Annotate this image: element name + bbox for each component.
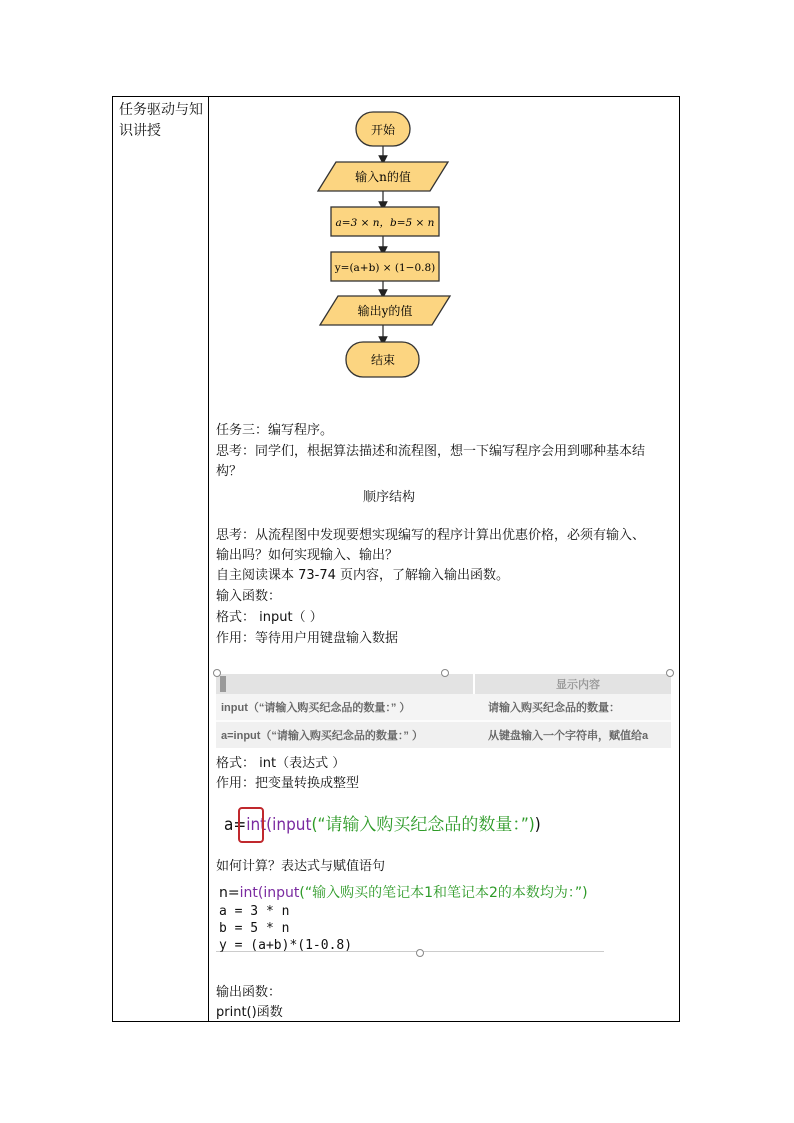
code-snippet-compute — [216, 880, 604, 952]
input-func-heading: 输入函数： — [216, 589, 282, 604]
end-label: 结束 — [370, 353, 396, 367]
compute-label: y=(a+b) × (1−0.8) — [334, 262, 436, 274]
example-table — [216, 672, 671, 748]
code-input: (input — [266, 815, 312, 835]
code-suffix: ) — [534, 815, 541, 835]
start-label: 开始 — [370, 123, 396, 137]
task3-heading: 任务三：编写程序。 — [216, 423, 334, 438]
print-func: print()函数 — [216, 1005, 283, 1020]
resize-handle — [441, 669, 449, 677]
header-display: 显示内容 — [556, 679, 600, 691]
resize-handle — [416, 949, 424, 957]
flowchart — [205, 108, 465, 383]
code2-line4: y = (a+b)*(1-0.8) — [219, 938, 353, 952]
int-format: 格式： int（表达式 ） — [216, 756, 346, 771]
code2-int: int — [239, 885, 258, 901]
int-use: 作用：把变量转换成整型 — [216, 776, 360, 791]
row2-code: a=input（“请输入购买纪念品的数量：” ） — [221, 730, 423, 742]
assign-label: a=3 × n，b=5 × n — [335, 217, 435, 229]
output-func-heading: 输出函数： — [216, 985, 282, 1000]
think2-line2: 输出吗？如何实现输入、输出？ — [216, 548, 399, 563]
code2-string: (“输入购买的笔记本1和笔记本2的本数均为：”) — [299, 885, 588, 901]
think1-line2: 构？ — [216, 464, 243, 479]
how-compute: 如何计算？表达式与赋值语句 — [216, 859, 386, 874]
code-int: int — [246, 815, 267, 835]
resize-handle — [666, 669, 674, 677]
row2-result: 从键盘输入一个字符串，赋值给a — [488, 730, 649, 742]
input-use: 作用：等待用户用键盘输入数据 — [216, 631, 399, 646]
output-label: 输出y的值 — [357, 304, 413, 318]
svg-text:a=int(input(“请输入购买纪念品的数量：”)) — [224, 815, 541, 835]
think1-line1: 思考：同学们，根据算法描述和流程图，想一下编写程序会用到哪种基本结 — [216, 444, 646, 459]
row1-code: input（“请输入购买纪念品的数量：” ） — [221, 702, 411, 714]
code2-line2: a = 3 * n — [219, 904, 290, 919]
think2-line1: 思考：从流程图中发现要想实现编写的程序计算出优惠价格，必须有输入、 — [216, 528, 646, 543]
code2-input: (input — [257, 885, 300, 901]
table-header-row — [216, 674, 671, 694]
answer-sequential: 顺序结构 — [363, 490, 416, 505]
resize-handle — [213, 669, 221, 677]
code-string: (“请输入购买纪念品的数量：”) — [311, 815, 535, 835]
input-format: 格式： input（ ） — [216, 610, 323, 625]
code-snippet-int — [216, 800, 542, 850]
code2-line3: b = 5 * n — [219, 921, 290, 936]
section-label: 任务驱动与知识讲授 — [119, 102, 203, 139]
reading-note: 自主阅读课本 73-74 页内容，了解输入输出函数。 — [216, 568, 510, 583]
row1-result: 请输入购买纪念品的数量： — [488, 702, 620, 714]
header-marker — [220, 676, 226, 692]
input-label: 输入n的值 — [355, 170, 411, 184]
code-prefix: a= — [224, 815, 247, 835]
svg-text:n=int(input(“输入购买的笔记本1和笔记本2的本数 — [219, 884, 588, 901]
code2-prefix: n= — [219, 885, 240, 901]
